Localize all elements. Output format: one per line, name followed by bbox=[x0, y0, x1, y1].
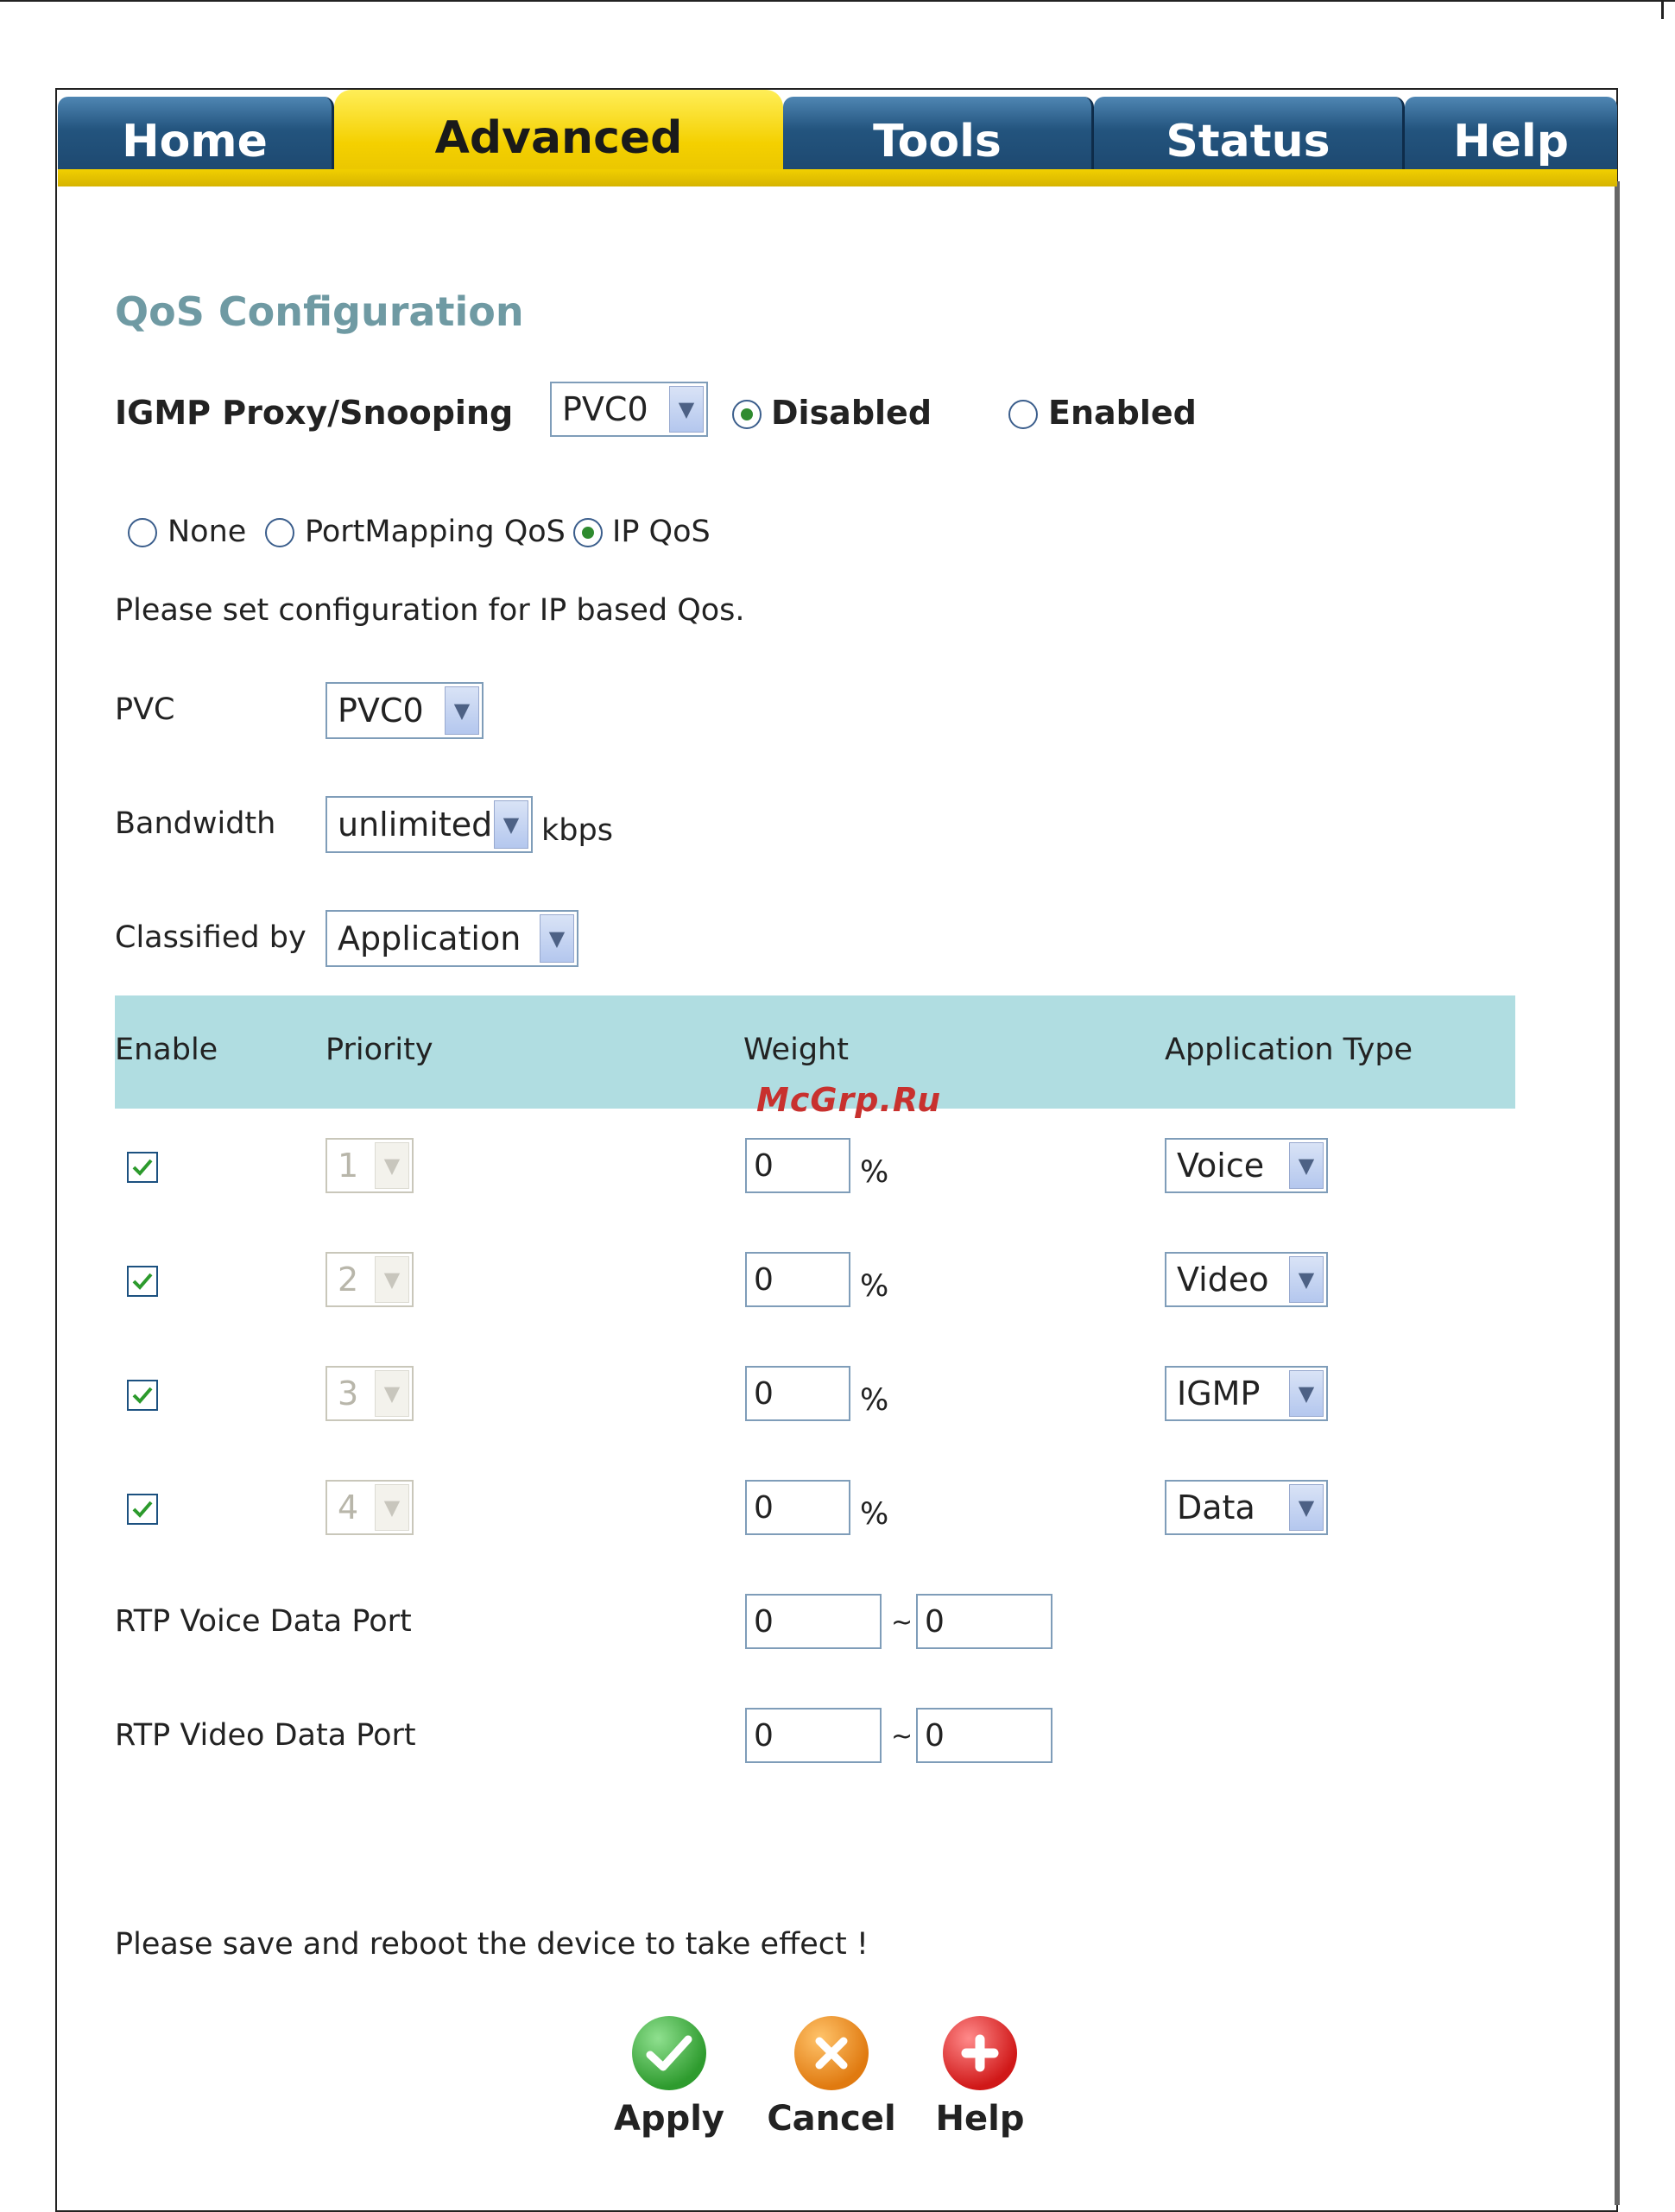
chevron-down-icon: ▼ bbox=[1289, 1142, 1324, 1189]
tab-tools[interactable] bbox=[783, 97, 1094, 180]
qos-portmapping-label: PortMapping QoS bbox=[305, 515, 566, 549]
igmp-pvc-value: PVC0 bbox=[562, 390, 648, 428]
weight-input[interactable] bbox=[745, 1366, 850, 1421]
pvc-value: PVC0 bbox=[338, 692, 424, 730]
chevron-down-icon: ▼ bbox=[375, 1484, 409, 1531]
enable-checkbox[interactable] bbox=[127, 1494, 158, 1525]
help-button[interactable] bbox=[924, 2016, 1036, 2139]
plus-icon bbox=[943, 2016, 1017, 2090]
weight-value: 0 bbox=[754, 1261, 774, 1298]
classified-select[interactable] bbox=[326, 910, 578, 967]
help-button-label: Help bbox=[935, 2099, 1025, 2139]
weight-unit: % bbox=[860, 1269, 889, 1304]
igmp-enabled-label: Enabled bbox=[1048, 394, 1197, 432]
application-type-select[interactable] bbox=[1165, 1366, 1328, 1421]
application-type-value: Video bbox=[1177, 1261, 1269, 1299]
tab-advanced[interactable] bbox=[334, 90, 783, 180]
cancel-button[interactable] bbox=[767, 2016, 896, 2139]
priority-select[interactable] bbox=[326, 1366, 414, 1421]
igmp-disabled-radio[interactable] bbox=[732, 400, 762, 429]
pvc-label: PVC bbox=[115, 692, 175, 727]
tab-status-label: Status bbox=[1166, 116, 1331, 167]
checkmark-icon bbox=[131, 1500, 154, 1519]
corner-mark bbox=[1661, 0, 1664, 19]
tab-underline bbox=[58, 169, 1617, 186]
apply-button[interactable] bbox=[613, 2016, 725, 2139]
enable-checkbox[interactable] bbox=[127, 1152, 158, 1183]
tab-home-label: Home bbox=[122, 116, 268, 167]
rtp-voice-from-input[interactable] bbox=[745, 1594, 882, 1649]
header-application-type: Application Type bbox=[1165, 1033, 1413, 1067]
chevron-down-icon: ▼ bbox=[445, 686, 479, 735]
close-icon bbox=[794, 2016, 869, 2090]
rtp-video-to-input[interactable] bbox=[916, 1708, 1052, 1763]
bandwidth-unit: kbps bbox=[541, 813, 613, 848]
application-type-select[interactable] bbox=[1165, 1252, 1328, 1307]
bandwidth-value: unlimited bbox=[338, 806, 493, 844]
checkmark-icon bbox=[131, 1272, 154, 1291]
frame-shadow bbox=[1615, 181, 1620, 2205]
application-type-value: IGMP bbox=[1177, 1375, 1261, 1413]
application-type-value: Data bbox=[1177, 1488, 1255, 1526]
igmp-label: IGMP Proxy/Snooping bbox=[115, 394, 514, 432]
weight-input[interactable] bbox=[745, 1138, 850, 1193]
tab-advanced-label: Advanced bbox=[434, 112, 683, 164]
rtp-video-from-input[interactable] bbox=[745, 1708, 882, 1763]
checkmark-icon bbox=[131, 1158, 154, 1177]
weight-unit: % bbox=[860, 1497, 889, 1532]
cancel-button-label: Cancel bbox=[767, 2099, 896, 2139]
chevron-down-icon: ▼ bbox=[375, 1256, 409, 1303]
tab-home[interactable] bbox=[58, 97, 334, 180]
priority-value: 1 bbox=[338, 1147, 359, 1185]
priority-select[interactable] bbox=[326, 1480, 414, 1535]
weight-unit: % bbox=[860, 1383, 889, 1418]
instruction-text: Please set configuration for IP based Qos. bbox=[115, 593, 745, 628]
priority-select[interactable] bbox=[326, 1252, 414, 1307]
reboot-notice: Please save and reboot the device to take effect ! bbox=[115, 1927, 869, 1962]
top-border-line bbox=[0, 0, 1675, 2]
header-priority: Priority bbox=[326, 1033, 433, 1067]
chevron-down-icon: ▼ bbox=[540, 914, 574, 963]
weight-input[interactable] bbox=[745, 1480, 850, 1535]
weight-value: 0 bbox=[754, 1375, 774, 1412]
qos-none-label: None bbox=[168, 515, 247, 549]
rtp-video-from-value: 0 bbox=[754, 1717, 774, 1754]
application-type-value: Voice bbox=[1177, 1147, 1265, 1185]
rtp-voice-to-input[interactable] bbox=[916, 1594, 1052, 1649]
rtp-voice-label: RTP Voice Data Port bbox=[115, 1604, 412, 1639]
header-enable: Enable bbox=[115, 1033, 218, 1067]
weight-value: 0 bbox=[754, 1147, 774, 1184]
checkmark-icon bbox=[131, 1386, 154, 1405]
page-title: QoS Configuration bbox=[115, 288, 524, 335]
chevron-down-icon: ▼ bbox=[669, 386, 704, 433]
rtp-video-separator: ~ bbox=[891, 1722, 913, 1752]
rtp-voice-to-value: 0 bbox=[925, 1603, 945, 1640]
application-type-select[interactable] bbox=[1165, 1480, 1328, 1535]
chevron-down-icon: ▼ bbox=[1289, 1370, 1324, 1417]
enable-checkbox[interactable] bbox=[127, 1380, 158, 1411]
priority-value: 3 bbox=[338, 1375, 359, 1413]
chevron-down-icon: ▼ bbox=[494, 800, 528, 849]
chevron-down-icon: ▼ bbox=[1289, 1256, 1324, 1303]
classified-label: Classified by bbox=[115, 920, 307, 955]
chevron-down-icon: ▼ bbox=[1289, 1484, 1324, 1531]
apply-button-label: Apply bbox=[613, 2099, 724, 2139]
igmp-disabled-label: Disabled bbox=[771, 394, 932, 432]
rtp-video-to-value: 0 bbox=[925, 1717, 945, 1754]
tab-help[interactable] bbox=[1405, 97, 1617, 180]
qos-ip-radio[interactable] bbox=[573, 518, 603, 547]
watermark: McGrp.Ru bbox=[756, 1081, 942, 1119]
igmp-pvc-select[interactable] bbox=[550, 382, 708, 437]
weight-unit: % bbox=[860, 1155, 889, 1190]
checkmark-icon bbox=[632, 2016, 706, 2090]
bandwidth-label: Bandwidth bbox=[115, 806, 276, 841]
header-weight: Weight bbox=[743, 1033, 849, 1067]
chevron-down-icon: ▼ bbox=[375, 1370, 409, 1417]
rtp-voice-from-value: 0 bbox=[754, 1603, 774, 1640]
application-type-select[interactable] bbox=[1165, 1138, 1328, 1193]
bandwidth-select[interactable] bbox=[326, 796, 533, 853]
rtp-video-label: RTP Video Data Port bbox=[115, 1718, 416, 1753]
pvc-select[interactable] bbox=[326, 682, 484, 739]
chevron-down-icon: ▼ bbox=[375, 1142, 409, 1189]
enable-checkbox[interactable] bbox=[127, 1266, 158, 1297]
classified-value: Application bbox=[338, 920, 521, 957]
tab-help-label: Help bbox=[1453, 116, 1569, 167]
weight-value: 0 bbox=[754, 1489, 774, 1526]
priority-value: 2 bbox=[338, 1261, 359, 1299]
tab-status[interactable] bbox=[1094, 97, 1405, 180]
qos-none-radio[interactable] bbox=[128, 518, 157, 547]
tab-tools-label: Tools bbox=[873, 116, 1002, 167]
igmp-enabled-radio[interactable] bbox=[1008, 400, 1038, 429]
rtp-voice-separator: ~ bbox=[891, 1608, 913, 1638]
priority-select[interactable] bbox=[326, 1138, 414, 1193]
qos-ip-label: IP QoS bbox=[612, 515, 711, 549]
qos-portmapping-radio[interactable] bbox=[265, 518, 294, 547]
weight-input[interactable] bbox=[745, 1252, 850, 1307]
priority-value: 4 bbox=[338, 1488, 359, 1526]
